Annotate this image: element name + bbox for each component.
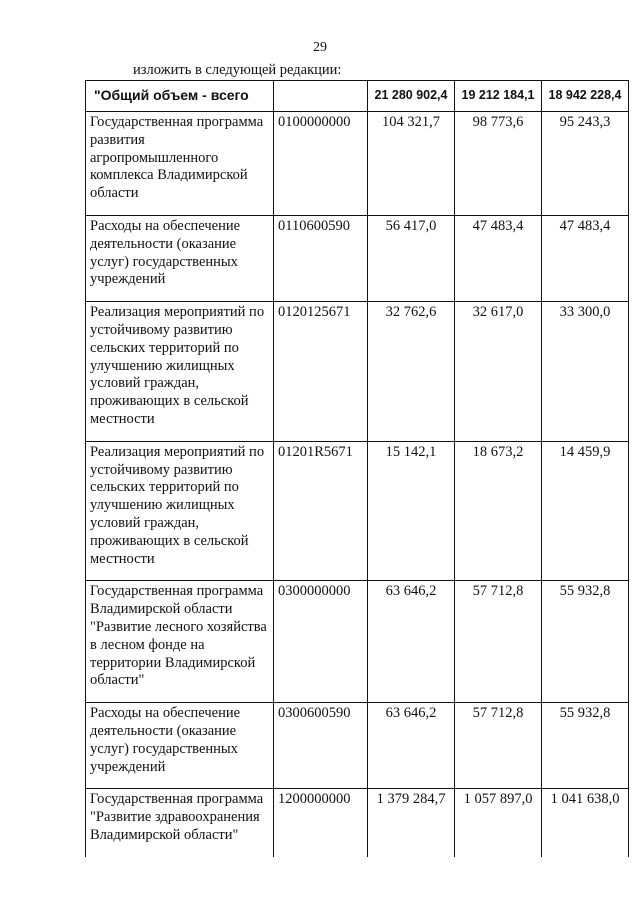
total-label: "Общий объем - всего [86, 81, 274, 112]
total-value-2: 19 212 184,1 [455, 81, 542, 112]
row-value-2: 47 483,4 [455, 215, 542, 301]
row-code: 0120125671 [274, 302, 368, 442]
total-value-1: 21 280 902,4 [368, 81, 455, 112]
row-code: 1200000000 [274, 789, 368, 857]
row-value-3: 33 300,0 [542, 302, 629, 442]
row-name: Реализация мероприятий по устойчивому развитию сельских территорий по улучшению жилищных условий граждан, проживающих в сельской местности [86, 441, 274, 581]
table-row [86, 215, 629, 301]
row-value-1: 56 417,0 [368, 215, 455, 301]
row-name: Государственная программа "Развитие здравоохранения Владимирской области" [86, 789, 274, 857]
page-number: 29 [313, 40, 327, 55]
table-row [86, 441, 629, 581]
row-name: Реализация мероприятий по устойчивому развитию сельских территорий по улучшению жилищных условий граждан, проживающих в сельской местности [86, 302, 274, 442]
row-code: 0100000000 [274, 112, 368, 216]
table-header-row [86, 81, 629, 112]
row-value-3: 1 041 638,0 [542, 789, 629, 857]
intro-text: изложить в следующей редакции: [133, 62, 342, 78]
row-value-2: 57 712,8 [455, 703, 542, 789]
row-name: Государственная программа Владимирской области "Развитие лесного хозяйства в лесном фонде на территории Владимирской области" [86, 581, 274, 703]
row-value-1: 63 646,2 [368, 703, 455, 789]
row-value-3: 95 243,3 [542, 112, 629, 216]
row-code: 0300000000 [274, 581, 368, 703]
table-row [86, 112, 629, 216]
row-value-2: 18 673,2 [455, 441, 542, 581]
row-name: Расходы на обеспечение деятельности (оказание услуг) государственных учреждений [86, 215, 274, 301]
row-value-3: 55 932,8 [542, 581, 629, 703]
row-name: Государственная программа развития агропромышленного комплекса Владимирской области [86, 112, 274, 216]
row-value-2: 98 773,6 [455, 112, 542, 216]
total-code [274, 81, 368, 112]
row-value-3: 47 483,4 [542, 215, 629, 301]
table-row [86, 703, 629, 789]
row-value-2: 1 057 897,0 [455, 789, 542, 857]
row-code: 01201R5671 [274, 441, 368, 581]
row-value-1: 1 379 284,7 [368, 789, 455, 857]
table-row [86, 789, 629, 857]
budget-table [85, 80, 629, 857]
row-value-1: 32 762,6 [368, 302, 455, 442]
row-code: 0300600590 [274, 703, 368, 789]
row-value-2: 32 617,0 [455, 302, 542, 442]
row-value-2: 57 712,8 [455, 581, 542, 703]
row-value-3: 14 459,9 [542, 441, 629, 581]
row-code: 0110600590 [274, 215, 368, 301]
total-value-3: 18 942 228,4 [542, 81, 629, 112]
row-value-1: 63 646,2 [368, 581, 455, 703]
row-value-1: 104 321,7 [368, 112, 455, 216]
row-name: Расходы на обеспечение деятельности (оказание услуг) государственных учреждений [86, 703, 274, 789]
table-row [86, 581, 629, 703]
row-value-3: 55 932,8 [542, 703, 629, 789]
row-value-1: 15 142,1 [368, 441, 455, 581]
table-row [86, 302, 629, 442]
